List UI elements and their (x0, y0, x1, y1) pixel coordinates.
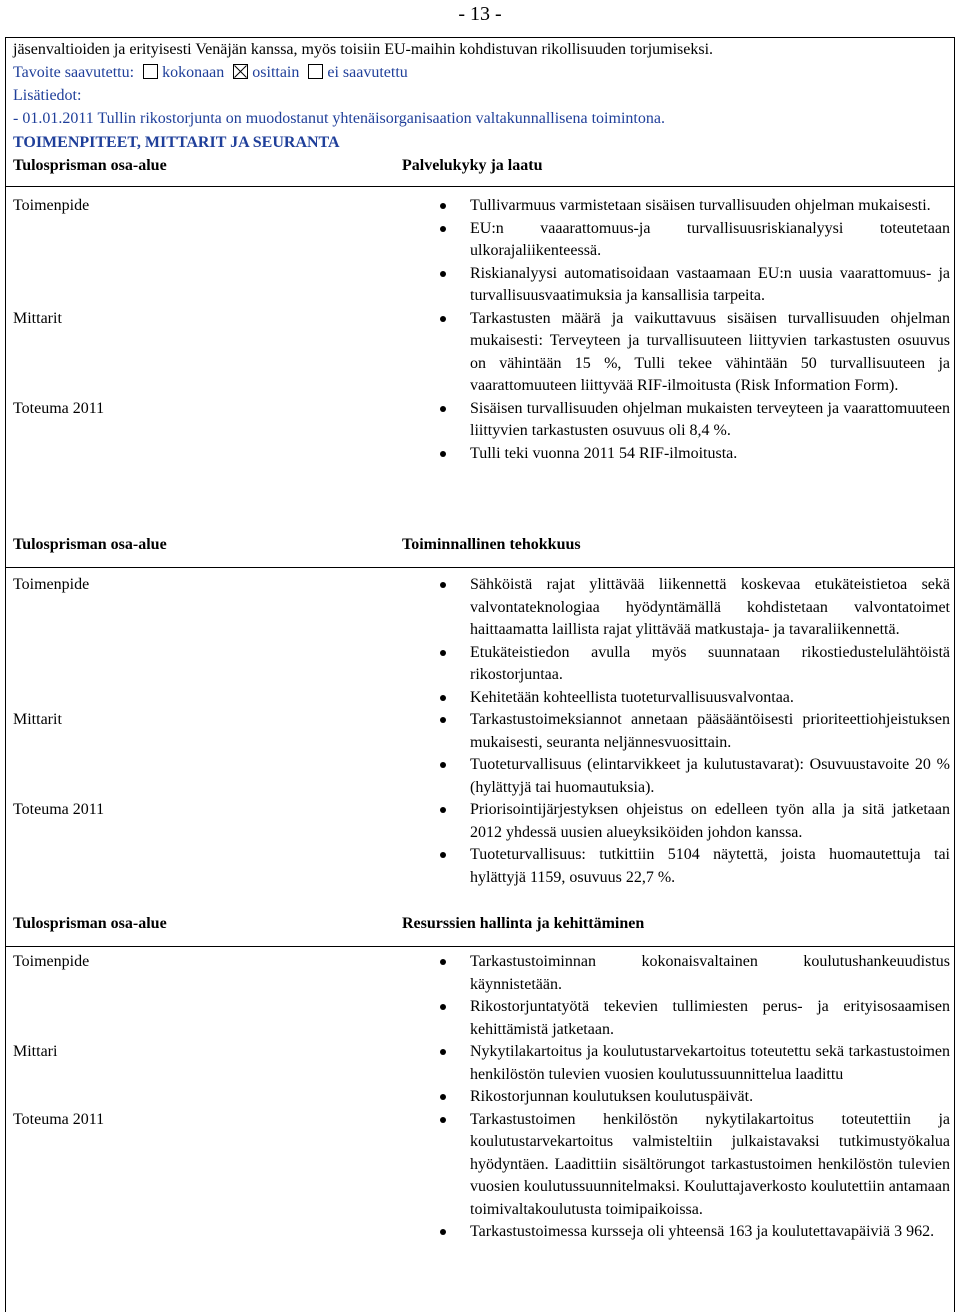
option-osittain-label: osittain (252, 64, 300, 81)
goal-label: Tavoite saavutettu: (13, 64, 135, 81)
row-label: Toimenpide (13, 576, 90, 593)
list-item: Tarkastustoimen henkilöstön nykytilakartoitus toteutettiin ja koulutustarvekartoitus valmisteltiin julkaistavaksi tutkimustyökalua hyödyntäen. Laadittiin sisältörungot tarkastustoimen henkilöstön tulevien vuosien koulutussuunnitelmaksi. Kouluttajaverkosto koulutettiin antamaan toimivaltakoulutusta toimipaikoissa. (430, 1109, 950, 1222)
checkbox-kokonaan[interactable] (143, 64, 158, 79)
section-title: TOIMENPITEET, MITTARIT JA SEURANTA (13, 134, 340, 151)
intro-line: jäsenvaltioiden ja erityisesti Venäjän kanssa, myös toisiin EU-maihin kohdistuvan rikollisuuden torjumiseksi. (13, 41, 714, 58)
bullet-list (430, 398, 950, 466)
checkbox-osittain[interactable] (233, 64, 248, 79)
row-label: Toimenpide (13, 197, 90, 214)
row-label: Mittarit (13, 711, 62, 728)
list-item: Rikostorjunnan koulutuksen koulutuspäivät. (430, 1086, 950, 1109)
list-item: Sisäisen turvallisuuden ohjelman mukaisten terveyteen ja vaarattomuuteen liittyvien tarkastusten osuvuus oli 8,4 %. (430, 398, 950, 443)
section-palvelukyky (5, 155, 955, 465)
option-kokonaan-label: kokonaan (162, 64, 225, 81)
intro-block (13, 38, 948, 130)
bullet-list (430, 195, 950, 308)
list-item: Kehitetään kohteellista tuoteturvallisuusvalvontaa. (430, 687, 950, 710)
row-label: Mittarit (13, 309, 62, 327)
bullet-list (430, 799, 950, 889)
section-value: Toiminnallinen tehokkuus (402, 536, 581, 553)
list-item: Priorisointijärjestyksen ohjeistus on edelleen työn alla ja sitä jatketaan 2012 yhdessä uusien alueyksiköiden johdon kanssa. (430, 799, 950, 844)
more-info-text: - 01.01.2011 Tullin rikostorjunta on muodostanut yhtenäisorganisaation valtakunnallisena toimintona. (13, 110, 665, 127)
row-label: Toimenpide (13, 953, 90, 970)
row-label: Toteuma 2011 (13, 801, 105, 818)
bullet-list (430, 574, 950, 709)
list-item: Tarkastustoimeksiannot annetaan pääsääntöisesti prioriteettiohjeistuksen mukaisesti, seuranta neljännesvuosittain. (430, 709, 950, 754)
section-value: Palvelukyky ja laatu (402, 157, 543, 174)
section-label: Tulosprisman osa-alue (13, 536, 167, 553)
bullet-list (430, 709, 950, 799)
row-label: Toteuma 2011 (13, 1110, 105, 1128)
list-item: Tarkastustoiminnan kokonaisvaltainen koulutushankeuudistus käynnistetään. (430, 951, 950, 996)
row-toteuma (5, 799, 955, 889)
checkbox-ei-saavutettu[interactable] (308, 64, 323, 79)
list-item: Etukäteistiedon avulla myös suunnataan rikostiedustelulähtöistä rikostorjuntaa. (430, 642, 950, 687)
list-item: EU:n vaaarattomuus-ja turvallisuusriskianalyysi toteutetaan ulkorajaliikenteessä. (430, 218, 950, 263)
list-item: Nykytilakartoitus ja koulutustarvekartoitus toteutettu sekä tarkastustoimen henkilöstön tulevien vuosien koulutussuunnittelua laadittu (430, 1041, 950, 1086)
section-header (5, 913, 955, 945)
bullet-list (430, 1041, 950, 1109)
list-item: Tuoteturvallisuus (elintarvikkeet ja kulutustavarat): Osuvuustavoite 20 % (hylättyjä tai huomautuksia). (430, 754, 950, 799)
list-item: Tuoteturvallisuus: tutkittiin 5104 näytettä, joista huomautettuja tai hylättyjä 1159, osuvuus 22,7 %. (430, 844, 950, 889)
more-info-label: Lisätiedot: (13, 87, 82, 104)
option-ei-saavutettu-label: ei saavutettu (327, 64, 408, 81)
row-toimenpide (5, 574, 955, 709)
row-toimenpide (5, 195, 955, 308)
bullet-list (430, 308, 950, 398)
section-header (5, 155, 955, 187)
section-resurssit (5, 913, 955, 1244)
row-label: Toteuma 2011 (13, 399, 105, 417)
row-mittarit (5, 308, 955, 398)
list-item: Tarkastusten määrä ja vaikuttavuus sisäisen turvallisuuden ohjelman mukaisesti: Terveyteen ja turvallisuuteen liittyvien tarkastusten osuuvus on vähintään 15 %, Tulli tekee vähintään 50 turvallisuuteen ja vaarattomuuteen liittyvää RIF-ilmoitusta (Risk Information Form). (430, 308, 950, 398)
list-item: Rikostorjuntatyötä tekevien tullimiesten perus- ja erityisosaamisen kehittämistä jatketaan. (430, 996, 950, 1041)
row-mittarit (5, 709, 955, 799)
list-item: Tarkastustoimessa kursseja oli yhteensä 163 ja koulutettavapäiviä 3 962. (430, 1221, 950, 1244)
goal-status-line (13, 61, 948, 84)
section-label: Tulosprisman osa-alue (13, 915, 167, 932)
list-item: Tulli teki vuonna 2011 54 RIF-ilmoitusta. (430, 443, 950, 466)
list-item: Tullivarmuus varmistetaan sisäisen turvallisuuden ohjelman mukaisesti. (430, 195, 950, 218)
page-number: - 13 - (458, 3, 502, 25)
list-item: Sähköistä rajat ylittävää liikennettä koskevaa etukäteistietoa sekä valvontateknologiaa hyödyntämällä kohdistetaan valvontatoimet haittaamatta laillista rajat ylittävää matkustaja- ja tavaraliikennettä. (430, 574, 950, 642)
row-toteuma (5, 1109, 955, 1244)
list-item: Riskianalyysi automatisoidaan vastaamaan EU:n uusia vaarattomuus- ja turvallisuusvaatimuksia ja kansallisia tarpeita. (430, 263, 950, 308)
section-value: Resurssien hallinta ja kehittäminen (402, 915, 645, 932)
section-toiminnallinen (5, 534, 955, 889)
row-mittari (5, 1041, 955, 1109)
section-header (5, 534, 955, 566)
row-toteuma (5, 398, 955, 466)
row-toimenpide (5, 951, 955, 1041)
bullet-list (430, 951, 950, 1041)
bullet-list (430, 1109, 950, 1244)
section-label: Tulosprisman osa-alue (13, 157, 167, 174)
row-label: Mittari (13, 1043, 58, 1060)
